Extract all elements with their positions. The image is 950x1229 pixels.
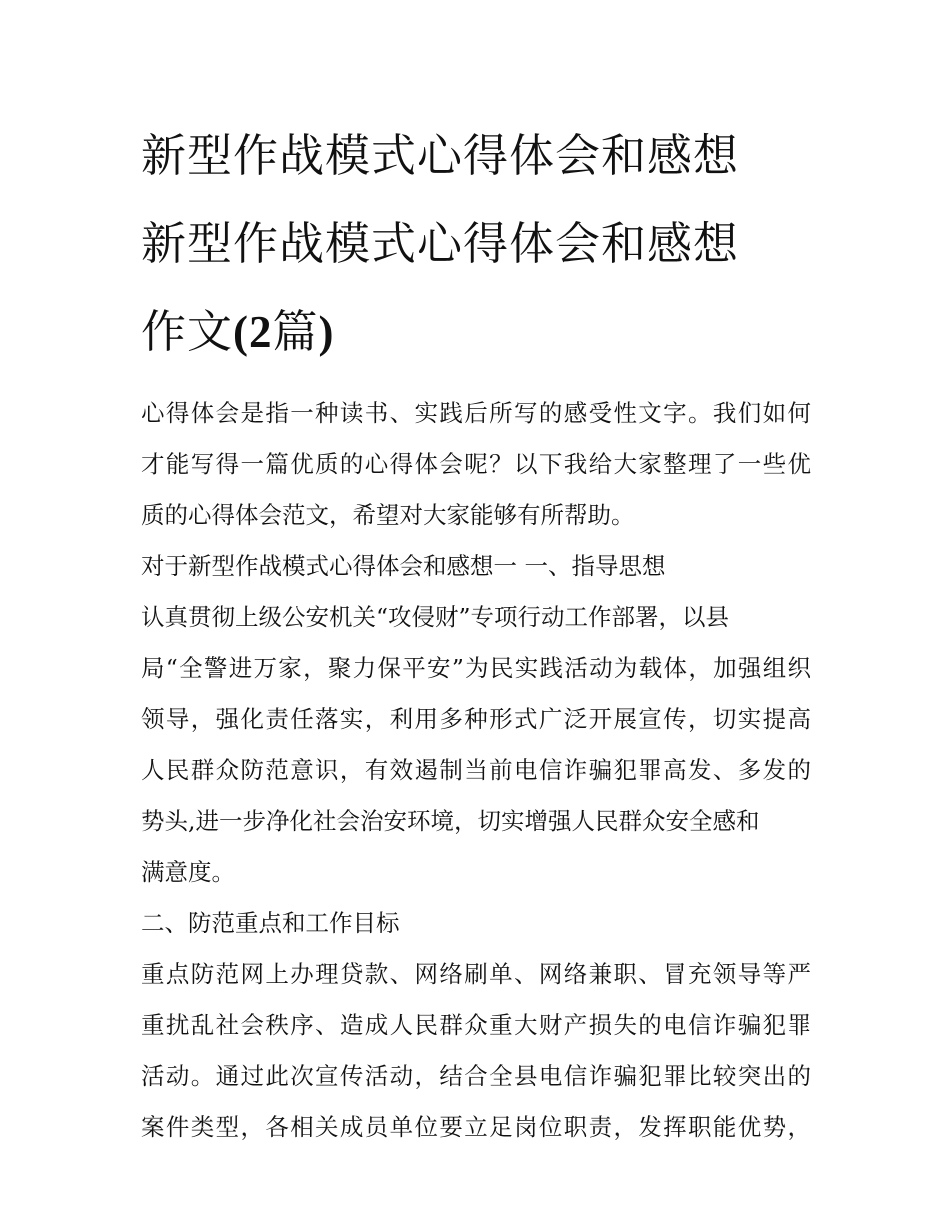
paragraph-line: 认真贯彻上级公安机关“攻侵财”专项行动工作部署，以县 [141, 603, 730, 631]
paragraph-line: 重扰乱社会秩序、造成人民群众重大财产损失的电信诈骗犯罪 [141, 1011, 811, 1039]
title-bold-open: (2 [233, 307, 273, 357]
paragraph-line: 局“全警进万家，聚力保平安”为民实践活动为载体，加强组织 [141, 654, 811, 682]
paragraph-line: 才能写得一篇优质的心得体会呢？以下我给大家整理了一些优 [141, 450, 811, 478]
section-heading: 对于新型作战模式心得体会和感想一 一、指导思想 [141, 552, 666, 580]
paragraph-line: 案件类型，各相关成员单位要立足岗位职责，发挥职能优势， [141, 1113, 811, 1141]
title-line-2: 新型作战模式心得体会和感想 [141, 217, 740, 270]
title-bold-close: ) [318, 307, 335, 357]
document-title [141, 112, 816, 376]
paragraph-line: 满意度。 [141, 858, 235, 886]
paragraph-line: 人民群众防范意识，有效遏制当前电信诈骗犯罪高发、多发的 [141, 756, 811, 784]
paragraph-line: 心得体会是指一种读书、实践后所写的感受性文字。我们如何 [141, 399, 811, 427]
title-mid: 篇 [272, 305, 319, 358]
paragraph-line: 活动。通过此次宣传活动，结合全县电信诈骗犯罪比较突出的 [141, 1062, 811, 1090]
paragraph-line: 势头,进一步净化社会治安环境，切实增强人民群众安全感和 [141, 807, 760, 835]
paragraph-line: 领导，强化责任落实，利用多种形式广泛开展宣传，切实提高 [141, 705, 811, 733]
document-body [141, 388, 816, 1153]
title-line-1: 新型作战模式心得体会和感想 [141, 129, 740, 182]
paragraph-line: 质的心得体会范文，希望对大家能够有所帮助。 [141, 501, 635, 529]
section-heading: 二、防范重点和工作目标 [141, 909, 400, 937]
document-content [141, 112, 816, 1153]
paragraph-line: 重点防范网上办理贷款、网络刷单、网络兼职、冒充领导等严 [141, 960, 811, 988]
title-prefix: 作文 [141, 305, 234, 358]
title-line-3 [141, 288, 816, 376]
